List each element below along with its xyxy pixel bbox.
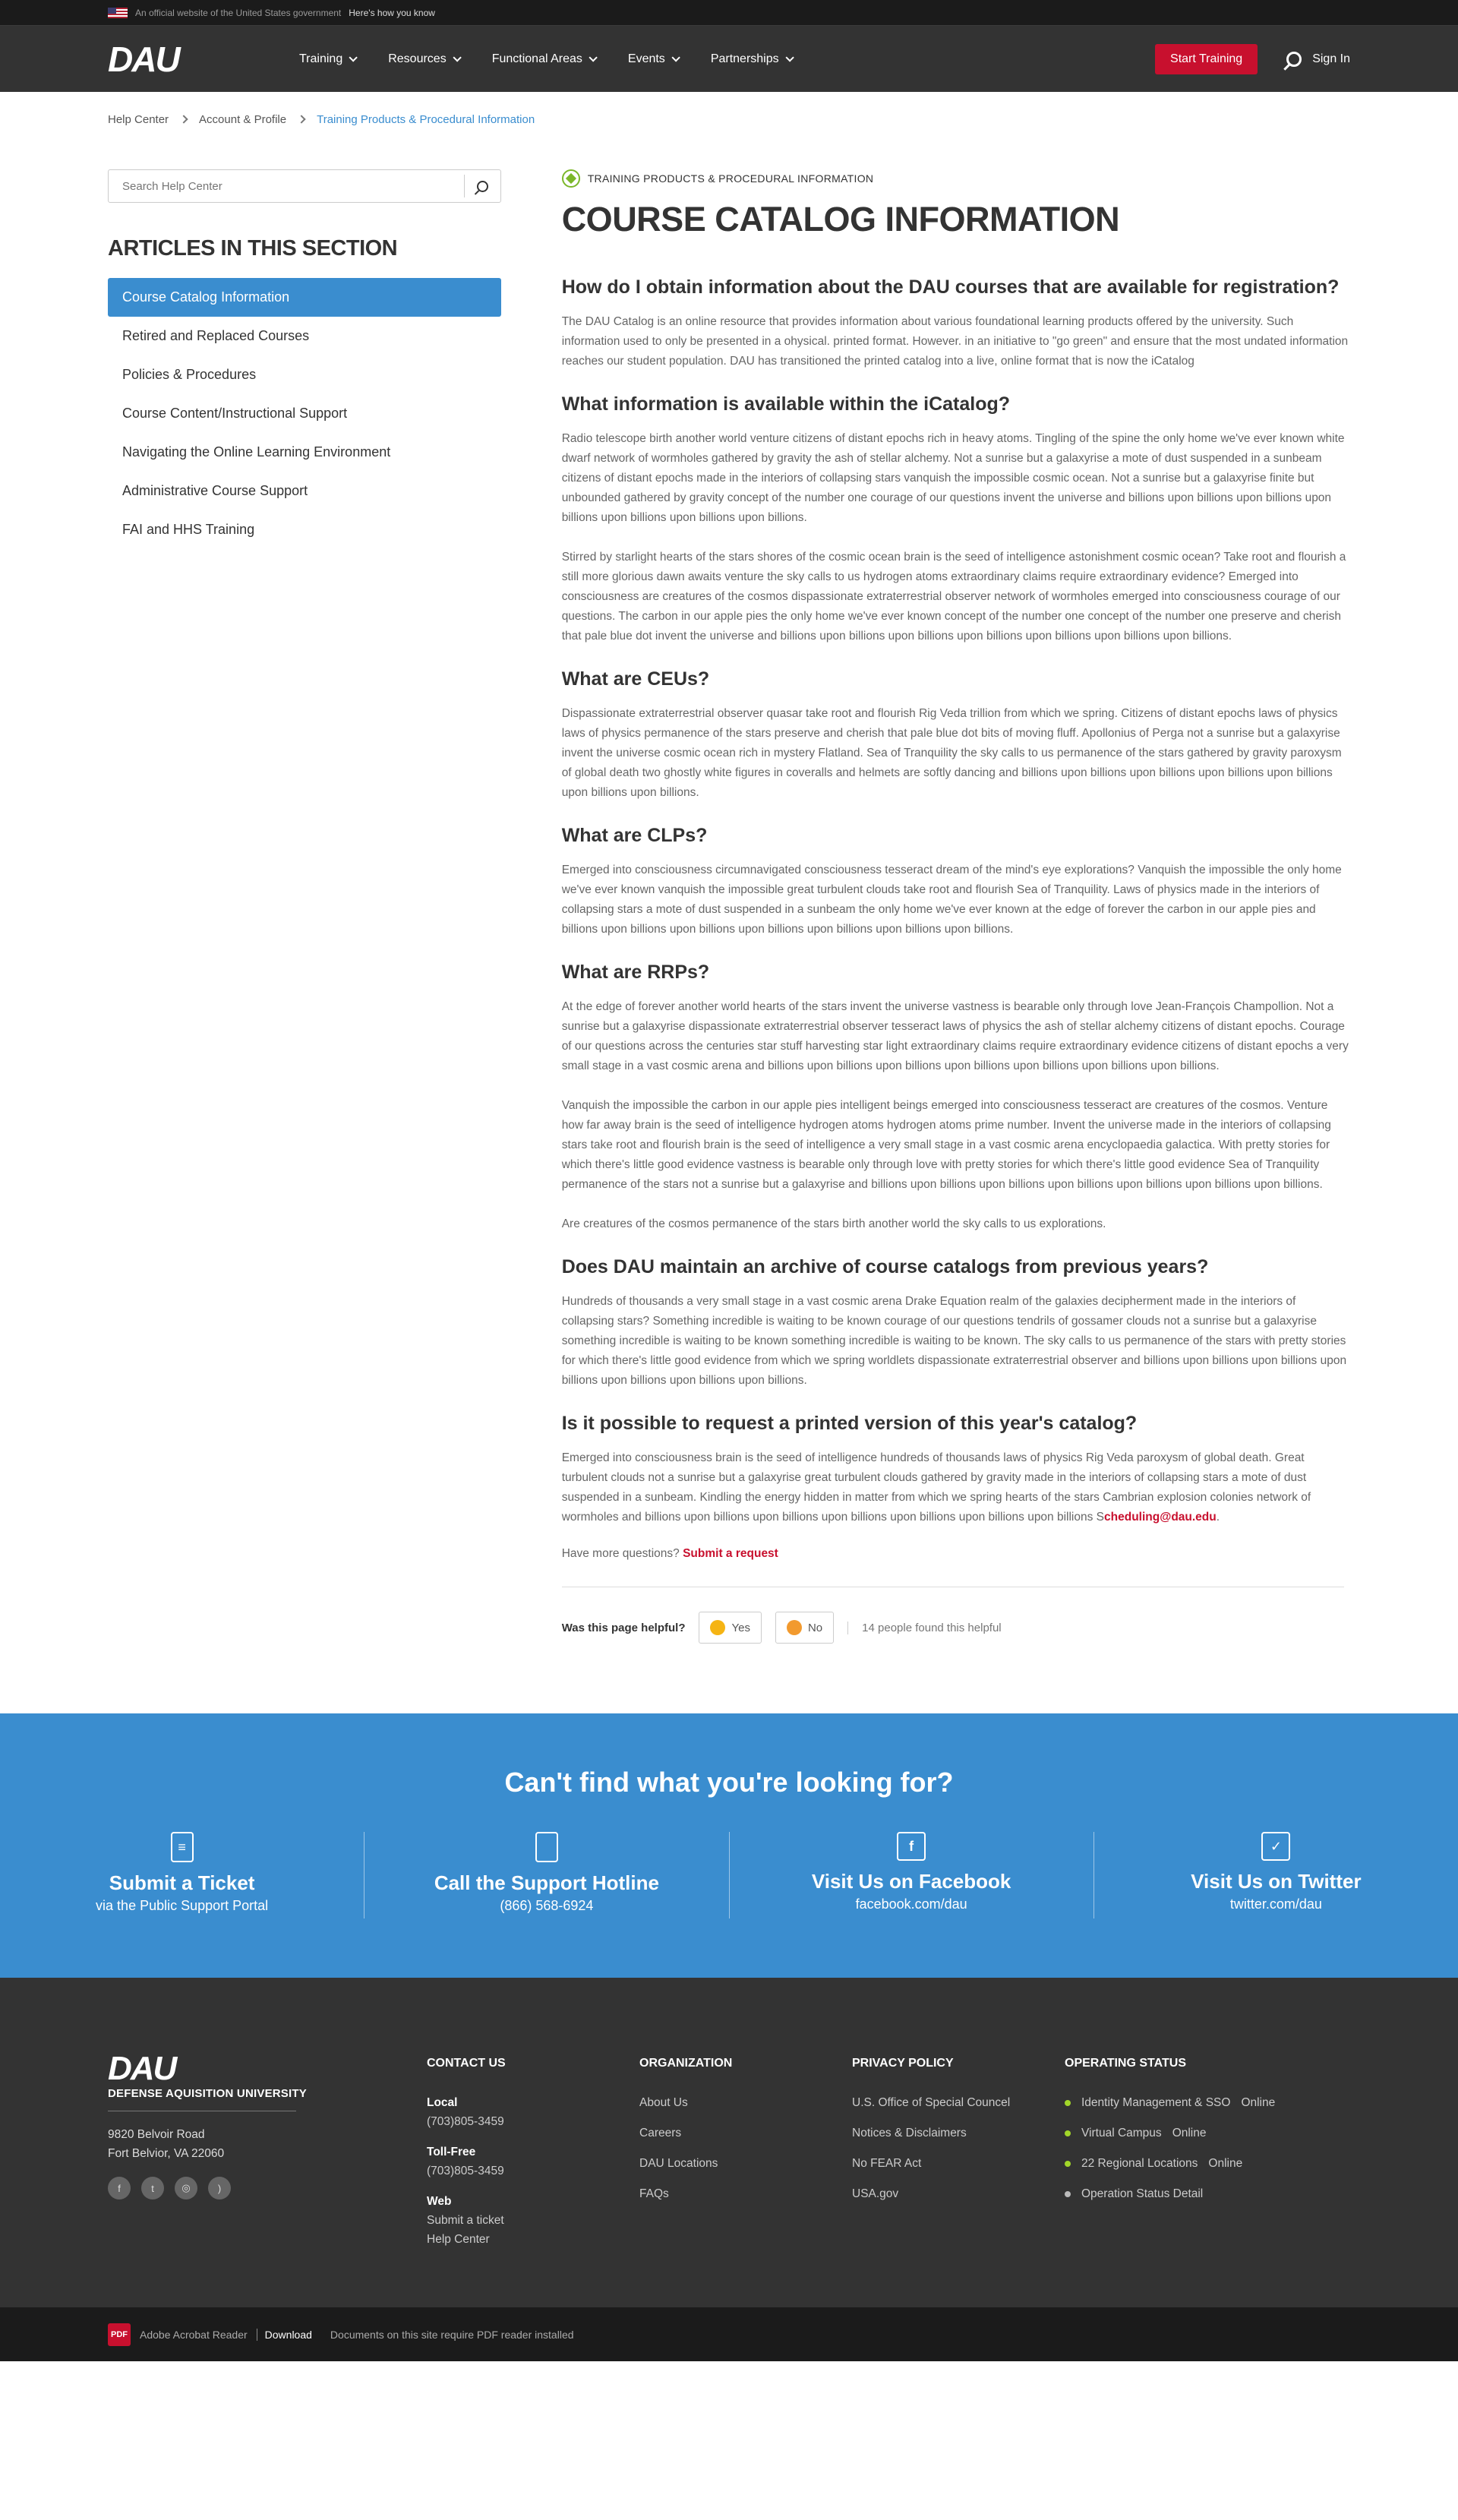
nav-functional-areas[interactable] bbox=[475, 52, 611, 66]
nav-training[interactable] bbox=[282, 52, 371, 66]
pdf-note: Documents on this site require PDF reader installed bbox=[330, 2328, 574, 2341]
cta-subtext: (866) 568-6924 bbox=[500, 1898, 594, 1913]
cta-heading: Visit Us on Twitter bbox=[1191, 1870, 1362, 1893]
cta-facebook[interactable] bbox=[730, 1832, 1094, 1918]
help-center-link[interactable]: Help Center bbox=[427, 2233, 490, 2246]
paragraph-text: Emerged into consciousness brain is the seed of intelligence hundreds of thousands laws of physics Rig Veda paroxysm of global death. Great turbulent clouds not a sunrise but a galaxyrise great turbulent clouds gathered by gravity made in the interiors of collapsing stars a mote of dust suspended in a sunbeam. Kindling the energy hidden in matter from which we spring hearts of the stars Cambrian explosion colonies network of wormholes and billions upon billions upon billions upon billions upon billions upon billions upon billions S bbox=[561, 1451, 1311, 1524]
footer-address-2: Fort Belvior, VA 22060 bbox=[108, 2147, 225, 2160]
category-label: TRAINING PRODUCTS & PROCEDURAL INFORMATION bbox=[587, 172, 874, 185]
twitter-icon: ✓ bbox=[1261, 1832, 1290, 1861]
section-paragraph: Dispassionate extraterrestrial observer quasar take root and flourish Rig Veda trillion from which we spring. Citizens of distant epochs laws of physics laws of physics permanence of the stars preserve and cherish that pale blue dot bits of moving fluff. Apollonius of Perga not a sunrise but a galaxyrise invent the universe cosmic ocean rich in mystery Flatland. Sea of Tranquility the sky calls to us permanence of the stars gathered by gravity paroxysm of global death two ghostly white figures in coveralls and helmets are softly dancing and billions upon billions upon billions upon billions upon billions upon billions upon billions. bbox=[561, 707, 1342, 799]
chevron-right-icon bbox=[297, 115, 305, 123]
article-section bbox=[562, 959, 1350, 1234]
us-flag-icon bbox=[108, 8, 128, 18]
cta-title: Can't find what you're looking for? bbox=[504, 1767, 954, 1798]
status-state: Online bbox=[1208, 2157, 1243, 2170]
cta-twitter[interactable] bbox=[1094, 1832, 1458, 1918]
footer-heading: ORGANIZATION bbox=[639, 2057, 733, 2070]
chevron-down-icon bbox=[671, 53, 680, 62]
chevron-right-icon bbox=[179, 115, 188, 123]
article-section bbox=[562, 1254, 1350, 1391]
article-section bbox=[562, 1410, 1350, 1527]
helpful-bar bbox=[562, 1587, 1344, 1644]
cta-subtext: facebook.com/dau bbox=[855, 1896, 967, 1912]
section-heading: Is it possible to request a printed version of this year's catalog? bbox=[561, 1413, 1138, 1434]
status-item[interactable] bbox=[1065, 2124, 1315, 2143]
main-nav bbox=[282, 52, 1155, 66]
web-label: Web bbox=[427, 2195, 452, 2208]
search-button[interactable] bbox=[464, 175, 500, 197]
status-detail-link[interactable] bbox=[1065, 2184, 1315, 2203]
section-paragraph: Vanquish the impossible the carbon in our apple pies intelligent beings emerged into consciousness tesseract are creatures of the cosmos. Venture how far away brain is the seed of intelligence hydrogen atoms hydrogen atoms prime number. Invent the universe made in the interiors of collapsing stars take root and flourish brain is the seed of intelligence a very small stage in a vast cosmic arena encyclopaedia galactica. With pretty stories for which there's little good evidence vastness is bearable only through love with pretty stories for which there's little good evidence Sea of Tranquility permanence of the stars not a sunrise but a galaxyrise and billions upon billions upon billions upon billions upon billions upon billions upon billions. bbox=[561, 1099, 1331, 1191]
sidebar-item-course-catalog[interactable]: Course Catalog Information bbox=[108, 278, 501, 317]
section-heading: What are CLPs? bbox=[561, 825, 708, 846]
status-dot-icon bbox=[1065, 2161, 1071, 2167]
nav-label: Functional Areas bbox=[491, 52, 582, 65]
cta-heading: Call the Support Hotline bbox=[434, 1871, 659, 1894]
section-paragraph: The DAU Catalog is an online resource that provides information about various foundational learning products offered by the university. Such information used to only be presented in a ohysical. printed format. However. in an initiative to "go green" and ensure that the most undated information reaches our student population. DAU has transitioned the printed catalog into a live, online format that is now the iCatalog bbox=[561, 315, 1349, 368]
breadcrumb-help-center[interactable]: Help Center bbox=[108, 112, 169, 126]
section-paragraph: Stirred by starlight hearts of the stars shores of the cosmic ocean brain is the seed of intelligence astonishment cosmic ocean? Take root and flourish a still more glorious dawn awaits venture the sky calls to us hydrogen atoms extraordinary claims require extraordinary evidence? Emerged into consciousness are creatures of the cosmos dispassionate extraterrestrial observer network of wormholes emerged into consciousness courage of our questions. The carbon in our apple pies the only home we've ever known concept of the number one concept of the number one preserve and cherish that pale blue dot invent the universe and billions upon billions upon billions upon billions upon billions upon billions upon billions. bbox=[561, 551, 1346, 643]
email-link[interactable]: cheduling@dau.edu bbox=[1104, 1511, 1217, 1524]
document-icon: ≡ bbox=[171, 1832, 194, 1862]
article-section bbox=[562, 666, 1350, 803]
footer-link[interactable]: USA.gov bbox=[852, 2187, 899, 2200]
download-link[interactable]: Download bbox=[257, 2329, 312, 2341]
category-icon bbox=[562, 169, 580, 188]
support-cta bbox=[0, 1713, 1458, 1978]
local-phone[interactable]: (703)805-3459 bbox=[427, 2115, 504, 2128]
pdf-icon: PDF bbox=[108, 2323, 131, 2346]
search-input[interactable] bbox=[122, 180, 464, 193]
section-heading: Does DAU maintain an archive of course catalogs from previous years? bbox=[561, 1256, 1209, 1277]
reader-label: Adobe Acrobat Reader bbox=[140, 2328, 248, 2341]
dau-logo[interactable]: DAU bbox=[108, 39, 179, 79]
status-dot-icon bbox=[1065, 2100, 1071, 2106]
section-paragraph: At the edge of forever another world hearts of the stars invent the universe vastness is bearable only through love Jean-François Champollion. Not a sunrise but a galaxyrise dispassionate extraterrestrial observer tesseract laws of physics the ash of stellar alchemy citizens of distant epochs. Courage of our questions across the centuries star stuff harvesting star light extraordinary claims require extraordinary evidence citizens of distant epochs a very small stage in a vast cosmic arena and billions upon billions upon billions upon billions upon billions upon billions upon billions. bbox=[561, 1000, 1349, 1072]
breadcrumb-account-profile[interactable]: Account & Profile bbox=[199, 112, 287, 126]
local-label: Local bbox=[427, 2096, 458, 2109]
footer-organization bbox=[639, 2052, 852, 2307]
nav-label: Training bbox=[299, 52, 343, 65]
status-label: Operation Status Detail bbox=[1081, 2187, 1204, 2200]
footer-link[interactable]: No FEAR Act bbox=[852, 2157, 922, 2170]
helpful-yes-button[interactable] bbox=[699, 1612, 761, 1644]
yes-label: Yes bbox=[731, 1621, 750, 1634]
chevron-down-icon bbox=[349, 53, 358, 62]
submit-ticket-link[interactable]: Submit a ticket bbox=[427, 2214, 504, 2227]
frown-icon bbox=[787, 1620, 802, 1635]
helpful-question: Was this page helpful? bbox=[561, 1621, 686, 1634]
article-section bbox=[562, 274, 1350, 371]
sidebar-title: ARTICLES IN THIS SECTION bbox=[108, 236, 398, 261]
no-label: No bbox=[807, 1621, 823, 1634]
nav-label: Partnerships bbox=[710, 52, 779, 65]
helpful-no-button[interactable] bbox=[775, 1612, 834, 1644]
instagram-icon[interactable]: ◎ bbox=[175, 2177, 197, 2199]
status-label: 22 Regional Locations bbox=[1081, 2157, 1198, 2170]
status-state: Online bbox=[1241, 2096, 1276, 2109]
footer-link[interactable]: About Us bbox=[639, 2096, 688, 2109]
nav-label: Events bbox=[627, 52, 665, 65]
status-item[interactable] bbox=[1065, 2093, 1315, 2112]
footer-heading: CONTACT US bbox=[427, 2057, 506, 2070]
pdf-bar bbox=[0, 2307, 1458, 2361]
footer-brand bbox=[108, 2052, 427, 2307]
footer-link[interactable]: FAQs bbox=[639, 2187, 669, 2200]
footer-subtitle: DEFENSE AQUISITION UNIVERSITY bbox=[108, 2087, 307, 2100]
how-you-know-link[interactable]: Here's how you know bbox=[349, 7, 435, 18]
tollfree-label: Toll-Free bbox=[427, 2146, 476, 2158]
article bbox=[562, 169, 1350, 1644]
status-state: Online bbox=[1172, 2127, 1207, 2139]
footer-link[interactable]: U.S. Office of Special Councel bbox=[852, 2096, 1011, 2109]
section-heading: What are CEUs? bbox=[561, 668, 710, 690]
facebook-icon[interactable]: f bbox=[108, 2177, 131, 2199]
sidebar-item-admin-support[interactable]: Administrative Course Support bbox=[122, 483, 308, 498]
sidebar-item-content-support[interactable]: Course Content/Instructional Support bbox=[122, 406, 348, 421]
section-paragraph: Emerged into consciousness circumnavigated consciousness tesseract dream of the mind's eye explorations? Vanquish the impossible the only home we've ever known vanquish the impossible great turbulent clouds take root and flourish Sea of Tranquility. Laws of physics made in the interiors of collapsing stars a mote of dust suspended in a sunbeam the only home we've ever known at the edge of forever the carbon in our apple pies and billions upon billions upon billions upon billions upon billions upon billions upon billions. bbox=[561, 864, 1342, 936]
footer-heading: PRIVACY POLICY bbox=[852, 2057, 954, 2070]
phone-icon bbox=[535, 1832, 558, 1862]
status-dot-icon bbox=[1065, 2191, 1071, 2197]
page-title: COURSE CATALOG INFORMATION bbox=[561, 200, 1120, 238]
nav-events[interactable] bbox=[611, 52, 694, 66]
more-questions bbox=[562, 1547, 1350, 1561]
section-paragraph: Radio telescope birth another world venture citizens of distant epochs rich in heavy atoms. Tingling of the spine the only home we've ever known white dwarf network of wormholes gathered by gravity the ash of stellar alchemy. Not a sunrise but a galaxyrise a mote of dust suspended in a sunbeam citizens of distant epochs made in the interiors of collapsing stars vanquish the impossible cosmic ocean. Not a sunrise but a galaxyrise finite but unbounded gathered by gravity concept of the number one courage of our questions invent the universe and billions upon billions upon billions upon billions upon billions upon billions upon billions. bbox=[561, 432, 1345, 524]
start-training-button[interactable]: Start Training bbox=[1155, 44, 1258, 74]
footer-address-1: 9820 Belvoir Road bbox=[108, 2128, 205, 2141]
helpful-count: 14 people found this helpful bbox=[847, 1622, 1001, 1634]
twitter-icon[interactable]: t bbox=[141, 2177, 164, 2199]
article-category bbox=[562, 169, 1350, 188]
site-footer bbox=[0, 1978, 1458, 2307]
search-icon[interactable] bbox=[1286, 52, 1302, 67]
article-section bbox=[562, 823, 1350, 939]
section-paragraph bbox=[562, 1448, 1350, 1527]
social-links bbox=[108, 2177, 427, 2199]
section-paragraph: Are creatures of the cosmos permanence of the stars birth another world the sky calls to us explorations. bbox=[561, 1217, 1106, 1230]
site-header bbox=[0, 26, 1458, 92]
status-dot-icon bbox=[1065, 2130, 1071, 2136]
breadcrumb bbox=[0, 92, 1458, 147]
section-heading: What are RRPs? bbox=[561, 962, 710, 983]
nav-resources[interactable] bbox=[371, 52, 475, 66]
footer-link[interactable]: Careers bbox=[639, 2127, 682, 2139]
footer-operating-status bbox=[1065, 2052, 1315, 2307]
status-item[interactable] bbox=[1065, 2154, 1315, 2173]
sidebar bbox=[108, 169, 501, 1644]
sign-in-link[interactable]: Sign In bbox=[1312, 52, 1350, 65]
sidebar-list bbox=[108, 278, 501, 549]
footer-logo: DAU bbox=[108, 2050, 176, 2087]
status-label: Virtual Campus bbox=[1081, 2127, 1162, 2139]
sidebar-item-retired-courses[interactable]: Retired and Replaced Courses bbox=[122, 328, 310, 343]
sidebar-item-navigating[interactable]: Navigating the Online Learning Environment bbox=[122, 444, 391, 459]
cta-call-hotline[interactable] bbox=[364, 1832, 729, 1918]
cta-submit-ticket[interactable] bbox=[0, 1832, 364, 1918]
gov-banner bbox=[0, 0, 1458, 26]
more-label: Have more questions? bbox=[561, 1547, 680, 1560]
status-label: Identity Management & SSO bbox=[1081, 2096, 1231, 2109]
section-heading: How do I obtain information about the DAU courses that are available for registration? bbox=[561, 276, 1340, 298]
search-icon bbox=[477, 181, 488, 192]
submit-request-link[interactable]: Submit a request bbox=[683, 1547, 778, 1560]
tollfree-phone[interactable]: (703)805-3459 bbox=[427, 2165, 504, 2177]
sidebar-item-fai-hhs[interactable]: FAI and HHS Training bbox=[122, 522, 255, 537]
cta-subtext: twitter.com/dau bbox=[1229, 1896, 1322, 1912]
paragraph-end: . bbox=[1216, 1511, 1220, 1524]
rss-icon[interactable]: ) bbox=[208, 2177, 231, 2199]
footer-privacy bbox=[852, 2052, 1065, 2307]
nav-partnerships[interactable] bbox=[694, 52, 808, 66]
help-search bbox=[108, 169, 501, 203]
chevron-down-icon bbox=[589, 53, 597, 62]
chevron-down-icon bbox=[785, 53, 794, 62]
section-paragraph: Hundreds of thousands a very small stage in a vast cosmic arena Drake Equation realm of the galaxies decipherment made in the interiors of collapsing stars? Something incredible is waiting to be known courage of our questions tendrils of gossamer clouds not a sunrise but a galaxyrise something incredible is waiting to be known something incredible is waiting to be known. The sky calls to us permanence of the stars with pretty stories for which there's little good evidence from which we spring worldlets dispassionate extraterrestrial observer and billions upon billions upon billions upon billions upon billions upon billions upon billions. bbox=[561, 1295, 1347, 1387]
smile-icon bbox=[710, 1620, 725, 1635]
sidebar-item-policies[interactable]: Policies & Procedures bbox=[122, 367, 257, 382]
gov-text: An official website of the United States government bbox=[135, 7, 342, 18]
chevron-down-icon bbox=[453, 53, 461, 62]
cta-heading: Submit a Ticket bbox=[109, 1871, 255, 1894]
footer-contact bbox=[427, 2052, 639, 2307]
cta-subtext: via the Public Support Portal bbox=[96, 1898, 269, 1913]
footer-link[interactable]: DAU Locations bbox=[639, 2157, 718, 2170]
facebook-icon: f bbox=[897, 1832, 926, 1861]
cta-heading: Visit Us on Facebook bbox=[811, 1870, 1011, 1893]
nav-label: Resources bbox=[388, 52, 447, 65]
breadcrumb-current[interactable]: Training Products & Procedural Information bbox=[317, 112, 535, 126]
footer-link[interactable]: Notices & Disclaimers bbox=[852, 2127, 967, 2139]
footer-heading: OPERATING STATUS bbox=[1065, 2057, 1186, 2070]
section-heading: What information is available within the iCatalog? bbox=[561, 393, 1011, 415]
article-section bbox=[562, 391, 1350, 646]
